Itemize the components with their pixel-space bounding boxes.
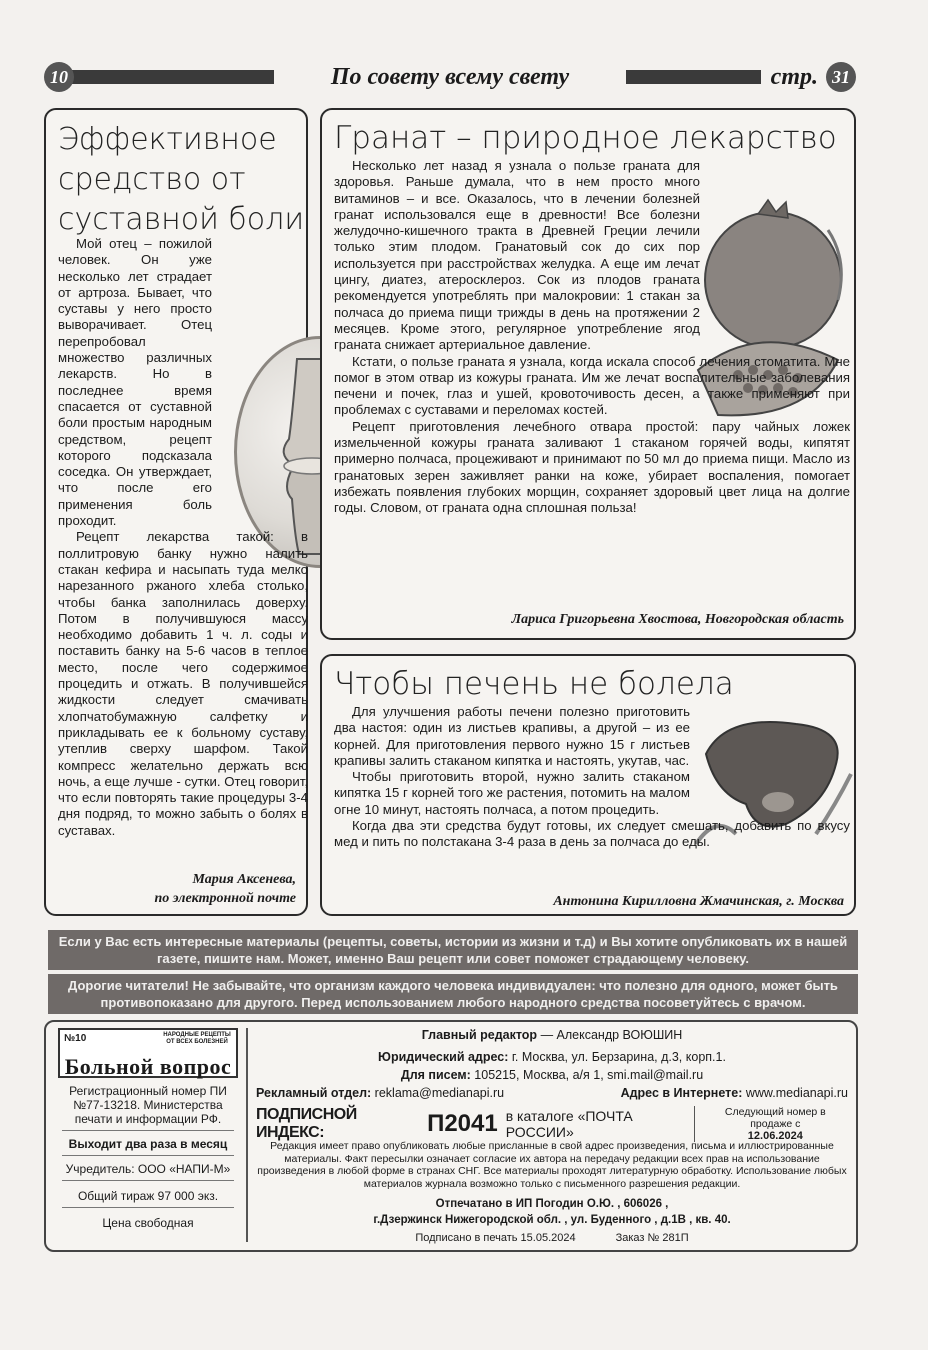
registration-text: Регистрационный номер ПИ №77-13218. Министерства печати и информации РФ. <box>69 1084 227 1126</box>
article-body <box>334 704 850 851</box>
page-label: стр. <box>770 64 818 90</box>
paragraph: Рецепт приготовления лечебного отвара простой: пару чайных ложек измельченной кожуры граната заливают 1 стаканом горячей воды, кипятят примерно полчаса, процеживают и принимают по 50 мл до приема пищи. Масло из гранатовых зерен заживляет ранки на коже, убирает воспаления, помогает избежать появления глубоких морщин, сохраняет здоровый цвет лица на долгие годы. Словом, от граната одна сплошная польза! <box>334 418 850 516</box>
circulation-text: Общий тираж 97 000 экз. <box>77 1189 219 1203</box>
notice-submit-materials: Если у Вас есть интересные материалы (рецепты, советы, истории из жизни и т.д) и Вы хотите опубликовать их в нашей газете, пишите нам. Может, именно Ваш рецепт или совет поможет страдающему человеку. <box>48 930 858 970</box>
founder-text: Учредитель: ООО «НАПИ-М» <box>65 1162 231 1176</box>
legal-value: г. Москва, ул. Берзарина, д.3, корп.1. <box>511 1050 726 1064</box>
web-contact <box>621 1086 848 1100</box>
subscription-label: ПОДПИСНОЙ ИНДЕКС: <box>256 1106 357 1141</box>
imprint-box <box>44 1020 858 1252</box>
mail-label: Для писем: <box>400 1068 471 1082</box>
imprint-divider <box>246 1028 248 1242</box>
paragraph: Чтобы приготовить второй, нужно залить стаканом кипятка 15 г корней того же растения, потомить на малом огне 10 минут, настоять полчаса, а потом процедить. <box>334 769 690 817</box>
next-issue-date: 12.06.2024 <box>747 1130 803 1142</box>
logo-issue-number: №10 <box>64 1033 87 1044</box>
page-header <box>44 62 856 92</box>
order-number: Заказ № 281П <box>615 1232 689 1244</box>
paragraph: Кстати, о пользе граната я узнала, когда искала способ лечения стоматита. Мне помог в этом отвар из кожуры граната. Им же лечат воспалительные заболевания печени и почек, глаз и ушей, кровоточивость десен, а также применяют при проблемах с суставами и переломах костей. <box>334 353 850 418</box>
subscription-index: П2041 <box>427 1110 498 1137</box>
signature-name: Мария Аксенева, <box>192 872 296 887</box>
web-label: Адрес в Интернете: <box>620 1086 743 1100</box>
signature-source: по электронной почте <box>154 891 296 906</box>
header-title: По совету всему свету <box>274 62 626 92</box>
mail-address-line <box>256 1068 848 1082</box>
paragraph: Рецепт лекарства такой: в поллитровую банку нужно налить стакан кефира и насыпать туда мелко нарезанного ржаного хлеба столько, чтобы банка заполнилась доверху. Потом в получившуюся массу необходимо добавить 1 ч. л. соды и поставить банку на 5-6 часов в теплое место, после чего содержимое процедить и отжать. В получившейся жидкости следует смачивать хлопчатобумажную салфетку и прикладывать ее к больному суставу, утеплив сверху шарфом. Такой компресс желательно держать всю ночь, а еще лучше - сутки. Отец говорит, что если повторять такие процедуры 3-4 дня подряд, то можно забыть о болях в суставах. <box>58 529 308 838</box>
article-liver <box>320 654 856 916</box>
legal-label: Юридический адрес: <box>378 1050 509 1064</box>
next-issue-block <box>694 1106 848 1142</box>
printed-line-2: г.Дзержинск Нижегородской обл. , ул. Буденного , д.1В , кв. 40. <box>373 1214 731 1226</box>
article-title: Чтобы печень не болела <box>334 666 734 702</box>
editor-label: Главный редактор <box>421 1028 538 1042</box>
page-number-left: 10 <box>44 62 74 92</box>
paragraph: Несколько лет назад я узнала о пользе граната для здоровья. Раньше думала, что в нем просто много витаминов – и все. Оказалось, что в лечении болезней гранат использовался еще в древности! Все болезни желудочно-кишечного тракта в Древней Греции лечили только этим плодом. Гранатовый сок до сих пор используется при расстройствах желудка. А еще им лечат цингу, диатез, атеросклероз. Сок из плодов граната рекомендуется употреблять при малокровии: 1 стакан за полчаса до приема пищи трижды в день на протяжении 2 месяцев. Кроме этого, регулярное употребление ягод граната снижает артериальное давление. <box>334 158 700 353</box>
article-joint-pain <box>44 108 308 916</box>
ads-value[interactable]: reklama@medianapi.ru <box>374 1086 505 1100</box>
frequency-text: Выходит два раза в месяц <box>68 1137 228 1151</box>
ads-contact <box>256 1086 504 1100</box>
article-signature: Антонина Кирилловна Жмачинская, г. Москва <box>553 894 844 909</box>
article-pomegranate <box>320 108 856 640</box>
article-title: Эффективное средство от суставной боли <box>58 122 305 237</box>
paragraph: Когда два эти средства будут готовы, их следует смешать, добавить по вкусу мед и пить по полстакана 3-4 раза в день за полчаса до еды. <box>334 818 850 850</box>
subscription-catalog: в каталоге «ПОЧТА РОССИИ» <box>505 1108 633 1140</box>
printed-line-1: Отпечатано в ИП Погодин О.Ю. , 606026 , <box>435 1198 669 1210</box>
editor-name: — Александр ВОЮШИН <box>540 1028 683 1042</box>
paragraph: Для улучшения работы печени полезно приготовить два настоя: один из листьев крапивы, а другой – из ее корней. Для приготовления первого нужно 15 г листьев крапивы залить стаканом кипятка и настоять, укутав, час. <box>334 704 690 768</box>
article-title: Гранат – природное лекарство <box>334 120 837 156</box>
legal-address-line <box>256 1050 848 1064</box>
paragraph: Мой отец – пожилой человек. Он уже несколько лет страдает от артроза. Бывает, что суставы у него просто выворачивает. Отец перепробовал множество различных лекарств. Но в последнее время спасается от суставной боли простым народным средством, рецепт которого подсказала соседка. Он утверждает, что после его применения боль проходит. <box>58 236 212 529</box>
header-page-label-group <box>761 62 856 92</box>
logo-tagline: НАРОДНЫЕ РЕЦЕПТЫ ОТ ВСЕХ БОЛЕЗНЕЙ <box>163 1032 231 1045</box>
article-body <box>334 158 850 517</box>
web-value[interactable]: www.medianapi.ru <box>745 1086 848 1100</box>
publication-logo <box>58 1028 238 1078</box>
article-signature: Лариса Григорьевна Хвостова, Новгородская область <box>511 612 844 627</box>
page-number-right: 31 <box>826 62 856 92</box>
next-issue-label: Следующий номер в продаже с <box>724 1106 826 1130</box>
subscription-row <box>256 1106 848 1142</box>
signed-date: Подписано в печать 15.05.2024 <box>415 1232 576 1244</box>
notice-consult-doctor: Дорогие читатели! Не забывайте, что организм каждого человека индивидуален: что полезно для одного, может быть противопоказано для другого. Перед использованием любого народного средства посоветуйтесь с врачом. <box>48 974 858 1014</box>
editor-line <box>256 1028 848 1042</box>
mail-value: 105215, Москва, а/я 1, smi.mail@mail.ru <box>474 1068 704 1082</box>
article-signature <box>56 870 296 908</box>
disclaimer-text: Редакция имеет право опубликовать любые присланные в свой адрес произведения, письма и иллюстрированные материалы. Факт пересылки означает согласие их автора на передачу редакции всех прав на использование произведения в любой форме в странах СНГ. Все материалы проходят литературную обработку. Использование любых материалов журнала возможно только с письменного разрешения редакции. <box>257 1140 847 1190</box>
article-body <box>58 236 308 839</box>
contacts-line <box>256 1086 848 1100</box>
price-text: Цена свободная <box>102 1216 194 1230</box>
signed-line <box>256 1232 848 1244</box>
logo-name: Больной вопрос <box>64 1054 232 1079</box>
imprint-left-column <box>56 1028 240 1242</box>
ads-label: Рекламный отдел: <box>256 1086 372 1100</box>
